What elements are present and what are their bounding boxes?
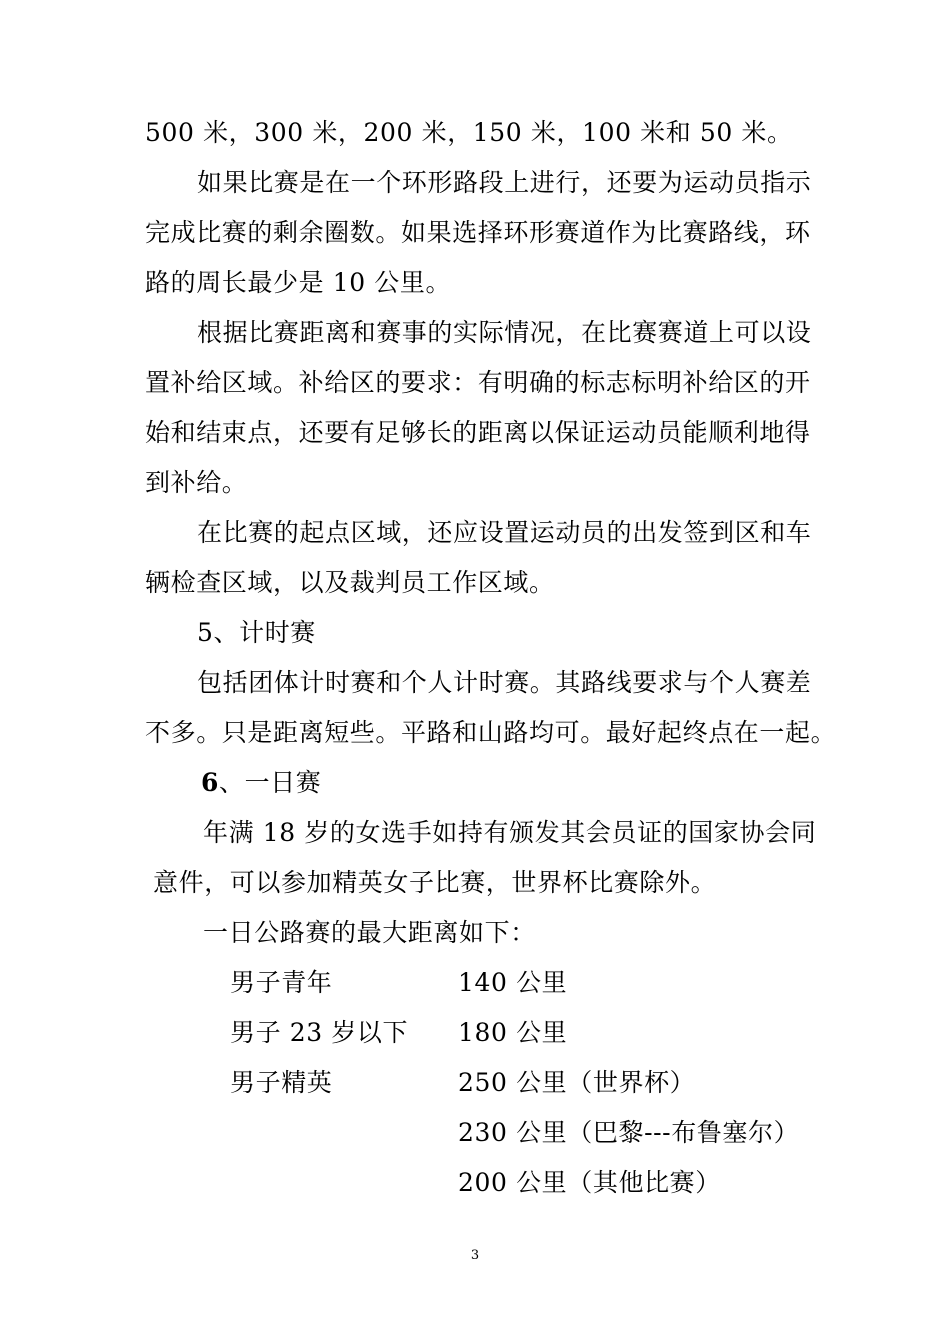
section-heading-6	[201, 768, 321, 798]
section-heading-6-text: 、一日赛	[219, 768, 322, 797]
paragraph-line: 路的周长最少是 10 公里。	[145, 268, 452, 297]
paragraph-line: 根据比赛距离和赛事的实际情况，在比赛赛道上可以设	[197, 318, 812, 347]
section-heading-6-number: 6	[201, 768, 219, 797]
table-cell-category: 男子 23 岁以下	[230, 1018, 409, 1047]
paragraph-line: 不多。只是距离短些。平路和山路均可。最好起终点在一起。	[145, 718, 837, 747]
table-cell-category: 男子精英	[230, 1068, 333, 1097]
page-number: 3	[470, 1248, 480, 1263]
table-cell-distance: 250 公里（世界杯）	[458, 1068, 696, 1097]
table-cell-category: 男子青年	[230, 968, 333, 997]
table-cell-distance: 230 公里（巴黎---布鲁塞尔）	[458, 1118, 800, 1147]
paragraph-line: 到补给。	[145, 468, 248, 497]
paragraph-line: 一日公路赛的最大距离如下：	[203, 918, 536, 947]
paragraph-line: 辆检查区域，以及裁判员工作区域。	[145, 568, 555, 597]
paragraph-line: 始和结束点，还要有足够长的距离以保证运动员能顺利地得	[145, 418, 811, 447]
paragraph-line: 在比赛的起点区域，还应设置运动员的出发签到区和车	[197, 518, 812, 547]
paragraph-line: 置补给区域。补给区的要求：有明确的标志标明补给区的开	[145, 368, 811, 397]
table-cell-distance: 200 公里（其他比赛）	[458, 1168, 721, 1197]
paragraph-line: 完成比赛的剩余圈数。如果选择环形赛道作为比赛路线，环	[145, 218, 811, 247]
paragraph-line: 如果比赛是在一个环形路段上进行，还要为运动员指示	[197, 168, 812, 197]
table-cell-distance: 140 公里	[458, 968, 568, 997]
paragraph-line: 意件，可以参加精英女子比赛，世界杯比赛除外。	[153, 868, 717, 897]
section-heading-5: 5、计时赛	[197, 618, 316, 647]
table-cell-distance: 180 公里	[458, 1018, 568, 1047]
paragraph-line: 年满 18 岁的女选手如持有颁发其会员证的国家协会同	[203, 818, 817, 847]
paragraph-line: 包括团体计时赛和个人计时赛。其路线要求与个人赛差	[197, 668, 812, 697]
paragraph-line: 500 米，300 米，200 米，150 米，100 米和 50 米。	[145, 118, 793, 147]
